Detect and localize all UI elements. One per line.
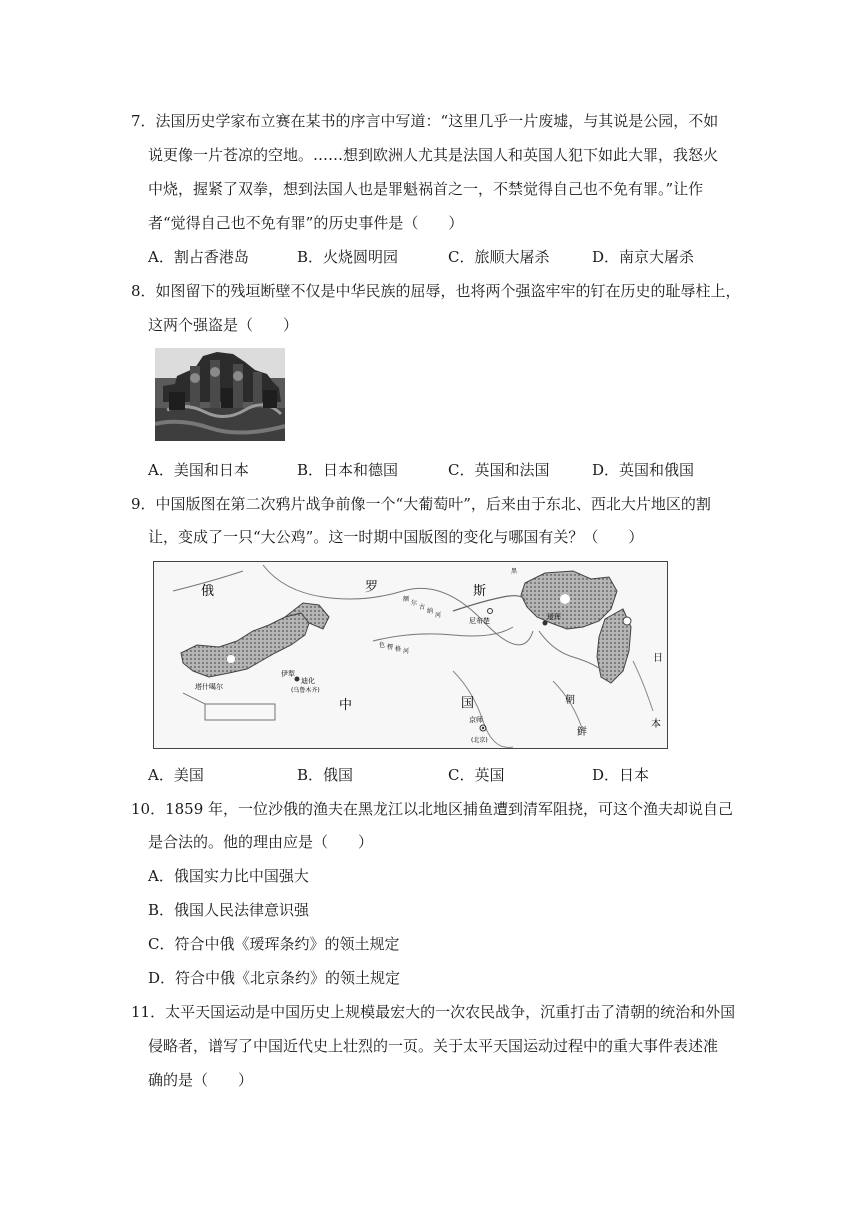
map-label-yili: 伊犁 — [281, 670, 295, 678]
map-label-dihua: 迪化 — [301, 677, 315, 685]
map-label-na: 纳 — [427, 608, 434, 615]
q7-option-b: B．火烧圆明园 — [297, 248, 399, 266]
q7-line-1: 7．法国历史学家布立赛在某书的序言中写道：“这里几乎一片废墟，与其说是公园，不如 — [131, 112, 719, 130]
q9-option-a: A．美国 — [148, 766, 204, 784]
q10-option-c: C．符合中俄《瑷珲条约》的领土规定 — [148, 935, 400, 953]
map-label-zhong: 中 — [339, 698, 353, 713]
q8-line-1: 8．如图留下的残垣断壁不仅是中华民族的屈辱，也将两个强盗牢牢的钉在历史的耻辱柱上， — [131, 282, 741, 300]
map-label-gu: 古 — [419, 604, 426, 611]
map-label-xian: 鲜 — [577, 727, 587, 738]
q11-line-1: 11．太平天国运动是中国历史上规模最宏大的一次农民战争，沉重打击了清朝的统治和外国 — [131, 1003, 736, 1021]
q10-option-b: B．俄国人民法律意识强 — [148, 901, 310, 919]
map-label-se: 色 — [379, 642, 386, 649]
q9-option-c: C．英国 — [448, 766, 505, 784]
q7-option-a: A．割占香港岛 — [148, 248, 249, 266]
q11-line-3: 确的是（ ） — [148, 1071, 254, 1089]
map-label-er: 尔 — [411, 600, 418, 607]
map-label-si: 斯 — [473, 584, 487, 599]
q10-line-1: 10．1859 年，一位沙俄的渔夫在黑龙江以北地区捕鱼遭到清军阻挠，可这个渔夫却说自己 — [131, 800, 734, 818]
q10-option-d: D．符合中俄《北京条约》的领土规定 — [148, 969, 401, 987]
map-label-tashkurgan: 塔什噶尔 — [195, 683, 223, 691]
map-label-he: 河 — [435, 612, 442, 619]
map-label-leng: 楞 — [387, 644, 394, 651]
map-label-chao: 朝 — [565, 695, 575, 706]
q7-line-4: 者“觉得自己也不免有罪”的历史事件是（ ） — [148, 214, 464, 232]
qing-territory-map — [153, 561, 668, 749]
map-label-luo: 罗 — [365, 580, 379, 595]
map-label-ge: 格 — [395, 646, 402, 653]
q10-option-a: A．俄国实力比中国强大 — [148, 867, 309, 885]
map-label-ben: 本 — [651, 719, 661, 730]
map-label-nerchinsk: 尼布楚 — [469, 617, 490, 625]
q8-option-a: A．美国和日本 — [148, 461, 249, 479]
map-label-he2: 河 — [403, 648, 410, 655]
q8-option-d: D．英国和俄国 — [592, 461, 695, 479]
q8-line-2: 这两个强盗是（ ） — [148, 316, 299, 334]
q9-line-1: 9．中国版图在第二次鸦片战争前像一个“大葡萄叶”，后来由于东北、西北大片地区的割 — [131, 495, 711, 513]
map-label-urumqi: (乌鲁木齐) — [291, 687, 320, 694]
ruins-photo — [155, 348, 285, 441]
q9-option-d: D．日本 — [592, 766, 650, 784]
map-label-e: 俄 — [201, 584, 215, 599]
map-label-beijing: (北京) — [471, 737, 488, 744]
map-label-jingshi: 京师 — [469, 716, 483, 724]
map-label-ri: 日 — [653, 653, 663, 664]
q7-option-d: D．南京大屠杀 — [592, 248, 695, 266]
map-label-guo: 国 — [461, 696, 475, 711]
q11-line-2: 侵略者，谱写了中国近代史上壮烈的一页。关于太平天国运动过程中的重大事件表述准 — [148, 1037, 719, 1055]
q7-option-c: C．旅顺大屠杀 — [448, 248, 550, 266]
q10-line-2: 是合法的。他的理由应是（ ） — [148, 833, 374, 851]
q8-option-b: B．日本和德国 — [297, 461, 399, 479]
q7-line-3: 中烧，握紧了双拳，想到法国人也是罪魁祸首之一，不禁觉得自己也不免有罪。”让作 — [148, 180, 704, 198]
q9-line-2: 让，变成了一只“大公鸡”。这一时期中国版图的变化与哪国有关？（ ） — [148, 528, 644, 546]
q7-line-2: 说更像一片苍凉的空地。……想到欧洲人尤其是法国人和英国人犯下如此大罪，我怒火 — [148, 146, 719, 164]
map-label-hei: 黑 — [511, 568, 518, 575]
q8-option-c: C．英国和法国 — [448, 461, 550, 479]
map-label-e2: 额 — [403, 596, 410, 603]
map-label-aigun: 瑷珲 — [547, 613, 561, 621]
q9-option-b: B．俄国 — [297, 766, 354, 784]
